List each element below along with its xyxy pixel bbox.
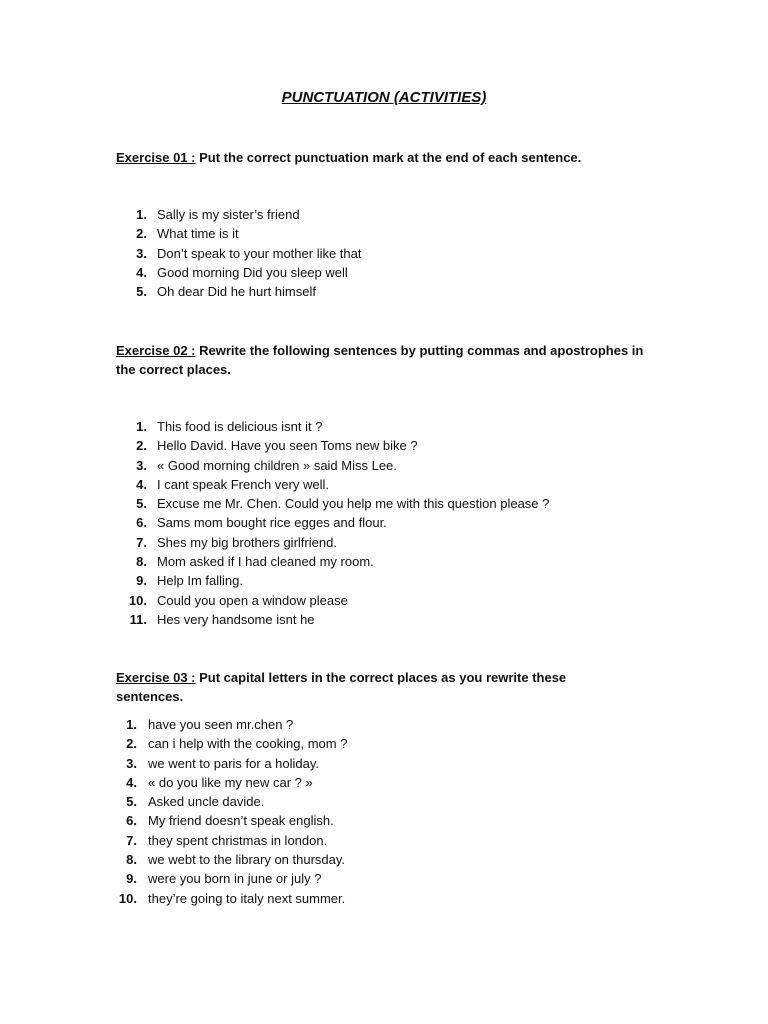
list-item [0,811,347,830]
item-text: Oh dear Did he hurt himself [157,284,316,300]
item-number: 5. [136,284,147,300]
item-number: 2. [136,226,147,242]
item-text: Sams mom bought rice egges and flour. [157,515,387,531]
item-number: 5. [126,794,137,810]
item-text: I cant speak French very well. [157,476,329,492]
list-item [0,591,549,610]
exercise-01-heading [116,148,656,167]
list-item [0,831,347,850]
list-item [0,533,549,552]
item-text: Shes my big brothers girlfriend. [157,534,337,550]
item-text: Asked uncle davide. [148,794,265,810]
item-number: 2. [136,438,147,454]
list-item [0,263,362,282]
item-text: Don’t speak to your mother like that [157,245,362,261]
exercise-02-list [0,417,549,629]
item-number: 10. [128,592,147,608]
item-number: 7. [136,534,147,550]
item-number: 8. [136,554,147,570]
list-item [0,552,549,571]
item-number: 2. [126,736,137,752]
item-text: they’re going to italy next summer. [148,890,346,906]
item-text: we went to paris for a holiday. [148,755,320,771]
list-item [0,436,549,455]
item-number: 1. [136,207,147,222]
exercise-01-instruction: Put the correct punctuation mark at the end of each sentence. [195,150,582,165]
list-item [0,475,549,494]
item-text: Excuse me Mr. Chen. Could you help me with this question please ? [157,496,550,512]
item-number: 10. [118,890,137,906]
item-number: 3. [136,245,147,261]
list-item [0,850,347,869]
list-item [0,754,347,773]
list-item [0,889,347,908]
item-number: 4. [136,264,147,280]
list-item [0,715,347,734]
exercise-03-label: Exercise 03 : [116,670,196,685]
list-item [0,513,549,532]
item-number: 5. [136,496,147,512]
item-number: 9. [126,871,137,887]
item-text: they spent christmas in london. [148,832,328,848]
exercise-01-label: Exercise 01 : [116,150,196,165]
list-item [0,792,347,811]
item-text: Could you open a window please [157,592,348,608]
item-text: Help Im falling. [157,573,243,589]
list-item [0,571,549,590]
list-item [0,610,549,629]
item-text: can i help with the cooking, mom ? [148,736,348,752]
item-text: Sally is my sister’s friend [157,207,300,222]
exercise-02-instruction: Rewrite the following sentences by putting commas and apostrophes in the correct places. [116,343,644,377]
item-number: 3. [136,457,147,473]
exercise-01-list [0,205,362,301]
item-number: 1. [136,419,147,434]
item-number: 8. [126,852,137,868]
item-text: My friend doesn’t speak english. [148,813,334,829]
item-text: Hello David. Have you seen Toms new bike ? [157,438,418,454]
item-text: Hes very handsome isnt he [157,611,315,627]
exercise-02-label: Exercise 02 : [116,343,196,358]
item-number: 4. [136,476,147,492]
item-number: 6. [126,813,137,829]
item-number: 1. [126,717,137,732]
item-number: 9. [136,573,147,589]
page-title: PUNCTUATION (ACTIVITIES) [281,89,487,106]
item-number: 4. [126,774,137,790]
exercise-03-heading [116,668,596,706]
item-number: 3. [126,755,137,771]
item-text: « do you like my new car ? » [148,774,313,790]
item-number: 6. [136,515,147,531]
list-item [0,417,549,436]
list-item [0,734,347,753]
list-item [0,773,347,792]
item-text: Good morning Did you sleep well [157,264,348,280]
item-text: have you seen mr.chen ? [148,717,294,732]
list-item [0,456,549,475]
list-item [0,282,362,301]
list-item [0,869,347,888]
item-text: were you born in june or july ? [148,871,322,887]
item-text: This food is delicious isnt it ? [157,419,323,434]
exercise-03-list [0,715,347,908]
item-text: we webt to the library on thursday. [148,852,346,868]
item-text: Mom asked if I had cleaned my room. [157,554,374,570]
item-text: « Good morning children » said Miss Lee. [157,457,397,473]
exercise-03-instruction: Put capital letters in the correct places as you rewrite these sentences. [116,670,567,704]
item-number: 7. [126,832,137,848]
item-text: What time is it [157,226,239,242]
list-item [0,244,362,263]
item-number: 11. [129,611,147,627]
list-item [0,224,362,243]
list-item [0,494,549,513]
exercise-02-heading [116,341,656,379]
list-item [0,205,362,224]
